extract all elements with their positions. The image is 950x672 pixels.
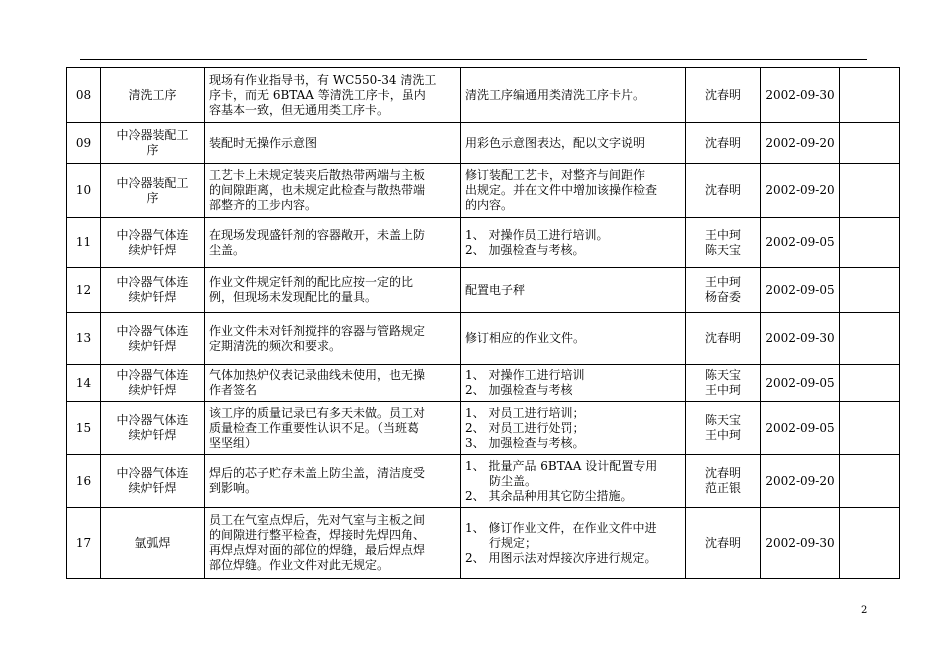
row-number-cell: 10	[67, 164, 101, 218]
date-cell: 2002-09-05	[761, 218, 840, 268]
date-cell: 2002-09-20	[761, 164, 840, 218]
cell-line: 气体加热炉仪表记录曲线未使用，也无操	[209, 368, 426, 382]
cell-line: 再焊点焊对面的部位的焊缝，最后焊点焊	[209, 543, 426, 557]
table-row	[67, 455, 900, 508]
issue-cell	[205, 123, 461, 164]
row-number-cell: 16	[67, 455, 101, 508]
row-number-cell: 12	[67, 268, 101, 313]
cell-line: 质量检查工作重要性认识不足。（当班葛	[209, 420, 420, 435]
process-cell	[101, 365, 205, 402]
cell-line: 中冷器气体连	[116, 413, 189, 427]
process-cell	[101, 123, 205, 164]
table-row	[67, 268, 900, 313]
owner-cell	[686, 365, 761, 402]
remark-cell	[840, 313, 900, 365]
action-cell	[461, 455, 686, 508]
remark-cell	[840, 268, 900, 313]
owner-cell	[686, 218, 761, 268]
cell-line: 修订相应的作业文件。	[465, 331, 586, 345]
issue-table	[66, 67, 900, 579]
cell-line: 王中珂	[704, 227, 741, 242]
cell-line: 工艺卡上未规定装夹后散热带两端与主板	[209, 168, 426, 182]
cell-line: 沈春明	[704, 183, 741, 197]
remark-cell	[840, 164, 900, 218]
cell-line: 部整齐的工步内容。	[209, 198, 318, 212]
cell-line: 1、 修订作业文件，在作业文件中进	[465, 520, 657, 535]
cell-line: 续炉钎焊	[128, 338, 177, 353]
action-cell	[461, 123, 686, 164]
cell-line: 中冷器装配工	[116, 128, 189, 142]
remark-cell	[840, 218, 900, 268]
cell-line: 序	[146, 143, 159, 157]
date-cell: 2002-09-20	[761, 455, 840, 508]
cell-line: 序	[146, 190, 159, 205]
header-rule	[80, 59, 867, 60]
cell-line: 的内容。	[465, 198, 514, 212]
row-number-cell: 17	[67, 508, 101, 579]
action-cell	[461, 313, 686, 365]
row-number-cell: 14	[67, 365, 101, 402]
cell-line: 续炉钎焊	[128, 242, 177, 257]
process-cell	[101, 218, 205, 268]
issue-cell	[205, 402, 461, 455]
cell-line: 陈天宝	[704, 413, 741, 427]
owner-cell	[686, 455, 761, 508]
issue-cell	[205, 455, 461, 508]
table-row	[67, 123, 900, 164]
cell-line: 员工在气室点焊后，先对气室与主板之间	[209, 513, 426, 527]
cell-line: 中冷器装配工	[116, 175, 189, 190]
owner-cell	[686, 268, 761, 313]
action-cell	[461, 218, 686, 268]
owner-cell	[686, 164, 761, 218]
cell-line: 2、 其余品种用其它防尘措施。	[465, 488, 633, 503]
cell-line: 2、 加强检查与考核	[465, 383, 573, 397]
cell-line: 防尘盖。	[465, 473, 538, 488]
cell-line: 陈天宝	[704, 242, 741, 257]
issue-cell	[205, 313, 461, 365]
cell-line: 该工序的质量记录已有多天未做。员工对	[209, 405, 426, 420]
owner-cell	[686, 313, 761, 365]
owner-cell	[686, 508, 761, 579]
cell-line: 行规定；	[465, 535, 538, 550]
cell-line: 沈春明	[704, 135, 741, 150]
process-cell	[101, 164, 205, 218]
cell-line: 沈春明	[704, 535, 741, 550]
cell-line: 杨奋委	[704, 290, 741, 304]
cell-line: 修订装配工艺卡，对整齐与间距作	[465, 168, 646, 182]
cell-line: 沈春明	[704, 87, 741, 102]
cell-line: 在现场发现盛钎剂的容器敞开，未盖上防	[209, 227, 426, 242]
cell-line: 容基本一致，但无通用类工序卡。	[209, 102, 390, 117]
table-row	[67, 218, 900, 268]
cell-line: 例，但现场未发现配比的量具。	[209, 290, 378, 304]
action-cell	[461, 268, 686, 313]
row-number-cell: 08	[67, 68, 101, 123]
remark-cell	[840, 365, 900, 402]
row-number-cell: 09	[67, 123, 101, 164]
row-number-cell: 11	[67, 218, 101, 268]
cell-line: 沈春明	[704, 466, 741, 480]
date-cell: 2002-09-20	[761, 123, 840, 164]
action-cell	[461, 68, 686, 123]
cell-line: 现场有作业指导书，有 WC550-34 清洗工	[209, 72, 437, 87]
cell-line: 范正银	[704, 481, 741, 495]
issue-cell	[205, 218, 461, 268]
cell-line: 的间隙距离，也未规定此检查与散热带端	[209, 183, 426, 197]
cell-line: 中冷器气体连	[116, 368, 189, 382]
table-row	[67, 313, 900, 365]
cell-line: 2、 加强检查与考核。	[465, 242, 585, 257]
remark-cell	[840, 455, 900, 508]
cell-line: 清洗工序	[128, 87, 177, 102]
cell-line: 用彩色示意图表达，配以文字说明	[465, 135, 646, 150]
cell-line: 续炉钎焊	[128, 383, 177, 397]
row-number-cell: 15	[67, 402, 101, 455]
cell-line: 中冷器气体连	[116, 227, 189, 242]
cell-line: 续炉钎焊	[128, 428, 177, 442]
process-cell	[101, 68, 205, 123]
owner-cell	[686, 68, 761, 123]
cell-line: 定期清洗的频次和要求。	[209, 338, 342, 353]
cell-line: 氩弧焊	[134, 535, 171, 550]
cell-line: 作业文件未对钎剂搅拌的容器与管路规定	[209, 323, 426, 338]
cell-line: 王中珂	[704, 428, 741, 442]
issue-cell	[205, 164, 461, 218]
issue-table-body	[67, 68, 900, 579]
cell-line: 续炉钎焊	[128, 481, 177, 495]
page-number: 2	[861, 605, 868, 616]
cell-line: 中冷器气体连	[116, 323, 189, 338]
cell-line: 2、 用图示法对焊接次序进行规定。	[465, 550, 657, 565]
owner-cell	[686, 123, 761, 164]
date-cell: 2002-09-05	[761, 365, 840, 402]
action-cell	[461, 402, 686, 455]
row-number-cell: 13	[67, 313, 101, 365]
issue-cell	[205, 508, 461, 579]
cell-line: 中冷器气体连	[116, 466, 189, 480]
table-row	[67, 68, 900, 123]
cell-line: 部位焊缝。作业文件对此无规定。	[209, 558, 390, 572]
cell-line: 的间隙进行整平检查，焊接时先焊四角、	[209, 528, 426, 542]
remark-cell	[840, 402, 900, 455]
cell-line: 焊后的芯子贮存未盖上防尘盖，清洁度受	[209, 466, 426, 480]
action-cell	[461, 508, 686, 579]
cell-line: 清洗工序编通用类清洗工序卡片。	[465, 87, 646, 102]
cell-line: 王中珂	[704, 383, 741, 397]
cell-line: 陈天宝	[704, 368, 741, 382]
date-cell: 2002-09-30	[761, 313, 840, 365]
remark-cell	[840, 68, 900, 123]
cell-line: 尘盖。	[209, 242, 246, 257]
cell-line: 1、 对员工进行培训；	[465, 405, 585, 420]
cell-line: 装配时无操作示意图	[209, 135, 318, 150]
cell-line: 沈春明	[704, 331, 741, 345]
cell-line: 配置电子秤	[465, 282, 526, 297]
table-row	[67, 365, 900, 402]
process-cell	[101, 313, 205, 365]
date-cell: 2002-09-05	[761, 268, 840, 313]
process-cell	[101, 508, 205, 579]
process-cell	[101, 402, 205, 455]
issue-cell	[205, 365, 461, 402]
date-cell: 2002-09-30	[761, 68, 840, 123]
action-cell	[461, 164, 686, 218]
table-row	[67, 508, 900, 579]
issue-cell	[205, 68, 461, 123]
date-cell: 2002-09-05	[761, 402, 840, 455]
cell-line: 作业文件规定钎剂的配比应按一定的比	[209, 275, 414, 289]
remark-cell	[840, 123, 900, 164]
cell-line: 3、 加强检查与考核。	[465, 435, 585, 450]
cell-line: 1、 对操作员工进行培训。	[465, 227, 609, 242]
issue-cell	[205, 268, 461, 313]
cell-line: 坚坚组）	[209, 435, 258, 450]
date-cell: 2002-09-30	[761, 508, 840, 579]
cell-line: 序卡，而无 6BTAA 等清洗工序卡，虽内	[209, 87, 426, 102]
table-row	[67, 164, 900, 218]
cell-line: 到影响。	[209, 481, 258, 495]
remark-cell	[840, 508, 900, 579]
table-row	[67, 402, 900, 455]
cell-line: 1、 批量产品 6BTAA 设计配置专用	[465, 458, 658, 473]
cell-line: 出规定。并在文件中增加该操作检查	[465, 183, 658, 197]
cell-line: 2、 对员工进行处罚；	[465, 420, 585, 435]
cell-line: 1、 对操作工进行培训	[465, 368, 585, 382]
process-cell	[101, 455, 205, 508]
cell-line: 王中珂	[704, 275, 741, 289]
owner-cell	[686, 402, 761, 455]
cell-line: 续炉钎焊	[128, 290, 177, 304]
cell-line: 作者签名	[209, 383, 258, 397]
action-cell	[461, 365, 686, 402]
process-cell	[101, 268, 205, 313]
cell-line: 中冷器气体连	[116, 275, 189, 289]
